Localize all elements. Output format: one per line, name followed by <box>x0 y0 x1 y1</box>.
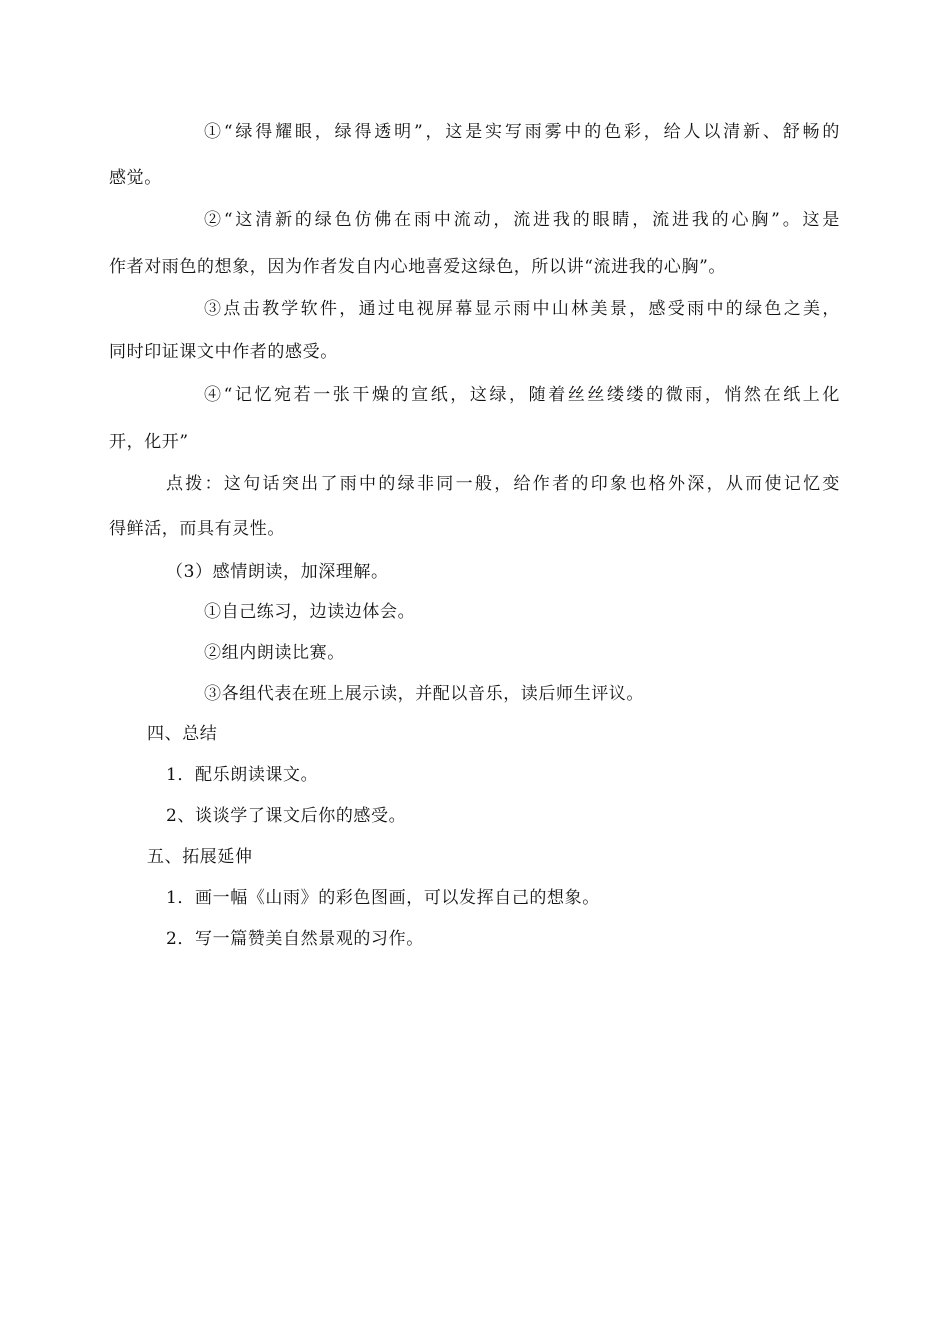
paragraph-2-line-1: ②“这清新的绿色仿佛在雨中流动，流进我的眼睛，流进我的心胸”。这是 <box>204 210 840 230</box>
section-5-item-2: 2．写一篇赞美自然景观的习作。 <box>166 929 424 949</box>
section-5-heading: 五、拓展延伸 <box>147 847 253 867</box>
paragraph-3-line-1: ③点击教学软件，通过电视屏幕显示雨中山林美景，感受雨中的绿色之美， <box>204 299 840 319</box>
section-5-item-1: 1．画一幅《山雨》的彩色图画，可以发挥自己的想象。 <box>166 888 600 908</box>
section-4-item-1: 1．配乐朗读课文。 <box>166 765 319 785</box>
paragraph-4-line-2: 开，化开” <box>109 432 189 452</box>
paragraph-1-line-1: ①“绿得耀眼，绿得透明”，这是实写雨雾中的色彩，给人以清新、舒畅的 <box>204 122 840 142</box>
paragraph-2-line-2: 作者对雨色的想象，因为作者发自内心地喜爱这绿色，所以讲“流进我的心胸”。 <box>109 257 726 277</box>
paragraph-1-line-2: 感觉。 <box>109 168 162 188</box>
hint-paragraph-line-1: 点拨：这句话突出了雨中的绿非同一般，给作者的印象也格外深，从而使记忆变 <box>166 474 840 494</box>
subsection-3-item-2: ②组内朗读比赛。 <box>204 643 345 663</box>
section-4-item-2: 2、谈谈学了课文后你的感受。 <box>166 806 407 826</box>
paragraph-4-line-1: ④“记忆宛若一张干燥的宣纸，这绿，随着丝丝缕缕的微雨，悄然在纸上化 <box>204 385 840 405</box>
section-4-heading: 四、总结 <box>147 724 218 744</box>
hint-paragraph-line-2: 得鲜活，而具有灵性。 <box>109 519 285 539</box>
subsection-3-item-3: ③各组代表在班上展示读，并配以音乐，读后师生评议。 <box>204 684 644 704</box>
subsection-3-item-1: ①自己练习，边读边体会。 <box>204 602 416 622</box>
subsection-3-heading: （3）感情朗读，加深理解。 <box>166 562 389 582</box>
paragraph-3-line-2: 同时印证课文中作者的感受。 <box>109 342 338 362</box>
